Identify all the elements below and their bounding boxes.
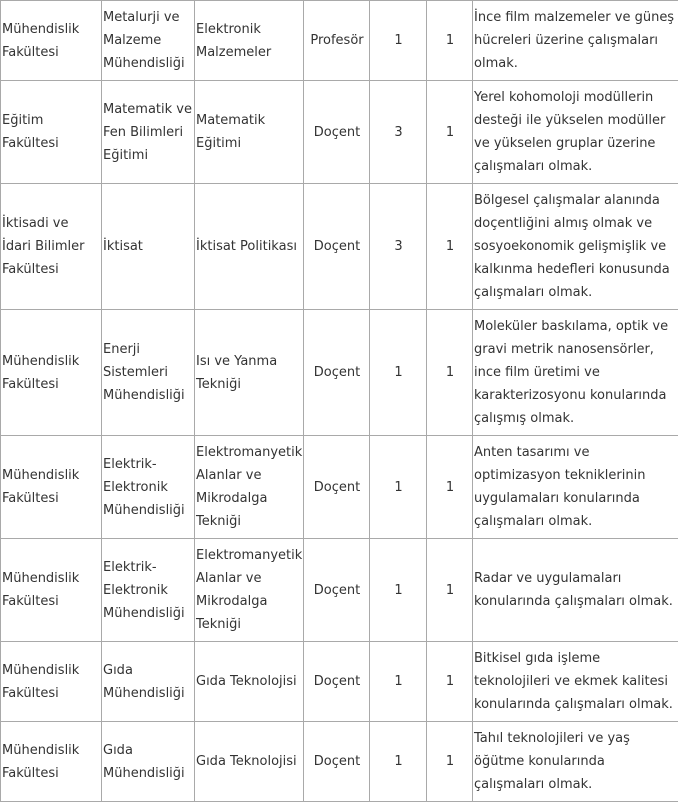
program-cell: Matematik Eğitimi bbox=[195, 81, 304, 184]
count-b-cell: 1 bbox=[427, 310, 473, 436]
count-a-cell: 1 bbox=[370, 1, 427, 81]
table-row bbox=[1, 642, 678, 722]
description-cell: Anten tasarımı ve optimizasyon tekniklerinin uygulamaları konularında çalışmaları olmak. bbox=[473, 436, 678, 539]
department-cell: Enerji Sistemleri Mühendisliği bbox=[102, 310, 195, 436]
count-a-cell: 1 bbox=[370, 436, 427, 539]
program-cell: Elektromanyetik Alanlar ve Mikrodalga Tekniği bbox=[195, 539, 304, 642]
description-cell: Moleküler baskılama, optik ve gravi metrik nanosensörler, ince film üretimi ve karakterizosyonu konularında çalışmış olmak. bbox=[473, 310, 678, 436]
faculty-cell: Mühendislik Fakültesi bbox=[1, 642, 102, 722]
title-cell: Doçent bbox=[304, 184, 370, 310]
department-cell: Elektrik-Elektronik Mühendisliği bbox=[102, 436, 195, 539]
count-b-cell: 1 bbox=[427, 642, 473, 722]
count-b-cell: 1 bbox=[427, 436, 473, 539]
table-row bbox=[1, 81, 678, 184]
title-cell: Doçent bbox=[304, 642, 370, 722]
description-cell: Tahıl teknolojileri ve yaş öğütme konularında çalışmaları olmak. bbox=[473, 722, 678, 802]
title-cell: Doçent bbox=[304, 539, 370, 642]
table-row bbox=[1, 539, 678, 642]
description-cell: Bölgesel çalışmalar alanında doçentliğini almış olmak ve sosyoekonomik gelişmişlik ve kalkınma hedefleri konusunda çalışmaları olmak. bbox=[473, 184, 678, 310]
program-cell: Gıda Teknolojisi bbox=[195, 722, 304, 802]
count-a-cell: 3 bbox=[370, 184, 427, 310]
program-cell: Elektronik Malzemeler bbox=[195, 1, 304, 81]
table-row bbox=[1, 436, 678, 539]
department-cell: Metalurji ve Malzeme Mühendisliği bbox=[102, 1, 195, 81]
title-cell: Doçent bbox=[304, 436, 370, 539]
table-row bbox=[1, 1, 678, 81]
count-b-cell: 1 bbox=[427, 722, 473, 802]
department-cell: Elektrik-Elektronik Mühendisliği bbox=[102, 539, 195, 642]
count-a-cell: 1 bbox=[370, 642, 427, 722]
program-cell: Isı ve Yanma Tekniği bbox=[195, 310, 304, 436]
title-cell: Doçent bbox=[304, 81, 370, 184]
count-b-cell: 1 bbox=[427, 539, 473, 642]
description-cell: Yerel kohomoloji modüllerin desteği ile yükselen modüller ve yükselen gruplar üzerine çalışmaları olmak. bbox=[473, 81, 678, 184]
department-cell: Matematik ve Fen Bilimleri Eğitimi bbox=[102, 81, 195, 184]
count-a-cell: 1 bbox=[370, 722, 427, 802]
count-b-cell: 1 bbox=[427, 81, 473, 184]
count-b-cell: 1 bbox=[427, 184, 473, 310]
title-cell: Doçent bbox=[304, 310, 370, 436]
description-cell: İnce film malzemeler ve güneş hücreleri üzerine çalışmaları olmak. bbox=[473, 1, 678, 81]
description-cell: Bitkisel gıda işleme teknolojileri ve ekmek kalitesi konularında çalışmaları olmak. bbox=[473, 642, 678, 722]
table-row bbox=[1, 310, 678, 436]
title-cell: Doçent bbox=[304, 722, 370, 802]
faculty-cell: Eğitim Fakültesi bbox=[1, 81, 102, 184]
faculty-cell: İktisadi ve İdari Bilimler Fakültesi bbox=[1, 184, 102, 310]
program-cell: İktisat Politikası bbox=[195, 184, 304, 310]
program-cell: Elektromanyetik Alanlar ve Mikrodalga Tekniği bbox=[195, 436, 304, 539]
faculty-cell: Mühendislik Fakültesi bbox=[1, 722, 102, 802]
faculty-cell: Mühendislik Fakültesi bbox=[1, 310, 102, 436]
department-cell: Gıda Mühendisliği bbox=[102, 722, 195, 802]
program-cell: Gıda Teknolojisi bbox=[195, 642, 304, 722]
department-cell: İktisat bbox=[102, 184, 195, 310]
table-row bbox=[1, 184, 678, 310]
faculty-cell: Mühendislik Fakültesi bbox=[1, 539, 102, 642]
count-a-cell: 1 bbox=[370, 310, 427, 436]
count-a-cell: 3 bbox=[370, 81, 427, 184]
faculty-cell: Mühendislik Fakültesi bbox=[1, 436, 102, 539]
description-cell: Radar ve uygulamaları konularında çalışmaları olmak. bbox=[473, 539, 678, 642]
faculty-cell: Mühendislik Fakültesi bbox=[1, 1, 102, 81]
department-cell: Gıda Mühendisliği bbox=[102, 642, 195, 722]
count-a-cell: 1 bbox=[370, 539, 427, 642]
table-row bbox=[1, 722, 678, 802]
title-cell: Profesör bbox=[304, 1, 370, 81]
count-b-cell: 1 bbox=[427, 1, 473, 81]
